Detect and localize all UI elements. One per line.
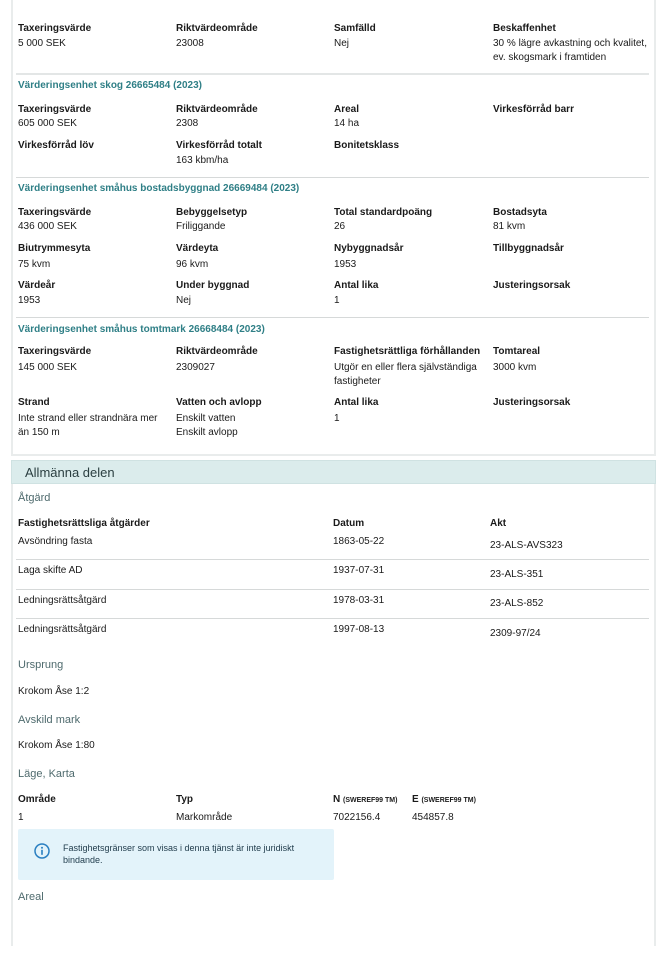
field-value: Utgör en eller flera självständiga fastigheter bbox=[334, 362, 477, 387]
field-label: Taxeringsvärde bbox=[18, 104, 92, 115]
field-label: Antal lika bbox=[334, 280, 379, 291]
table-cell: 1978-03-31 bbox=[333, 595, 385, 606]
field-value: Nej bbox=[334, 38, 350, 49]
field-label: Riktvärdeområde bbox=[176, 23, 258, 34]
field-value: 605 000 SEK bbox=[18, 118, 77, 129]
field-label: Bebyggelsetyp bbox=[176, 207, 248, 218]
table-cell: 1997-08-13 bbox=[333, 624, 385, 635]
table-cell: 1 bbox=[18, 812, 24, 823]
table-header: Typ bbox=[176, 794, 194, 805]
field-value: 5 000 SEK bbox=[18, 38, 66, 49]
field-value: 2309027 bbox=[176, 362, 215, 373]
field-value: Nej bbox=[176, 295, 192, 306]
section-title-tomt: Värderingsenhet småhus tomtmark 26668484 (2023) bbox=[18, 324, 265, 335]
field-value: 1 bbox=[334, 413, 340, 424]
table-cell: Avsöndring fasta bbox=[18, 536, 93, 547]
subsection-title-avskild: Avskild mark bbox=[18, 714, 81, 726]
field-label: Total standardpoäng bbox=[334, 207, 433, 218]
field-value: Enskilt vatten bbox=[176, 413, 236, 424]
field-label: Virkesförråd totalt bbox=[176, 140, 262, 151]
table-cell: Laga skifte AD bbox=[18, 565, 83, 576]
table-cell: 1937-07-31 bbox=[333, 565, 385, 576]
info-notice bbox=[18, 829, 334, 880]
table-cell: Ledningsrättsåtgärd bbox=[18, 595, 107, 606]
n-label: N bbox=[333, 794, 341, 805]
table-header: Område bbox=[18, 794, 56, 805]
table-cell: 23-ALS-852 bbox=[490, 598, 544, 609]
field-label: Tomtareal bbox=[493, 346, 541, 357]
table-header: Fastighetsrättsliga åtgärder bbox=[18, 518, 150, 529]
divider bbox=[16, 73, 649, 75]
e-system: (SWEREF99 TM) bbox=[421, 797, 476, 804]
field-label: Taxeringsvärde bbox=[18, 207, 92, 218]
field-label: Beskaffenhet bbox=[493, 23, 556, 34]
table-cell: 2309-97/24 bbox=[490, 628, 541, 639]
field-label: Virkesförråd barr bbox=[493, 104, 574, 115]
field-label: Samfälld bbox=[334, 23, 376, 34]
subsection-title-lage: Läge, Karta bbox=[18, 768, 75, 780]
divider bbox=[16, 618, 649, 619]
field-label: Bostadsyta bbox=[493, 207, 547, 218]
field-value: 81 kvm bbox=[493, 221, 526, 232]
n-system: (SWEREF99 TM) bbox=[343, 797, 398, 804]
table-cell: Markområde bbox=[176, 812, 233, 823]
field-value: 1 bbox=[334, 295, 340, 306]
field-value: 436 000 SEK bbox=[18, 221, 77, 232]
field-label: Taxeringsvärde bbox=[18, 23, 92, 34]
field-value: 3000 kvm bbox=[493, 362, 537, 373]
table-cell: 1863-05-22 bbox=[333, 536, 385, 547]
subsection-title-atgard: Åtgärd bbox=[18, 492, 51, 504]
divider bbox=[16, 317, 649, 318]
field-value: 23008 bbox=[176, 38, 204, 49]
field-label: Strand bbox=[18, 397, 50, 408]
field-value: 1953 bbox=[18, 295, 41, 306]
field-label: Antal lika bbox=[334, 397, 379, 408]
field-value: Inte strand eller strandnära mer än 150 m bbox=[18, 413, 158, 438]
ursprung-value: Krokom Åse 1:2 bbox=[18, 686, 90, 697]
section-heading: Allmänna delen bbox=[25, 465, 115, 480]
field-label: Fastighetsrättliga förhållanden bbox=[334, 346, 481, 357]
table-header-n bbox=[333, 794, 397, 805]
divider bbox=[16, 589, 649, 590]
table-cell: 7022156.4 bbox=[333, 812, 381, 823]
section-title-bostad: Värderingsenhet småhus bostadsbyggnad 26669484 (2023) bbox=[18, 183, 300, 194]
field-label: Biutrymmesyta bbox=[18, 243, 91, 254]
field-value: 145 000 SEK bbox=[18, 362, 77, 373]
avskild-value: Krokom Åse 1:80 bbox=[18, 740, 95, 751]
table-cell: 23-ALS-351 bbox=[490, 569, 544, 580]
field-value: Enskilt avlopp bbox=[176, 427, 238, 438]
field-value: 30 % lägre avkastning och kvalitet, ev. skogsmark i framtiden bbox=[493, 38, 647, 63]
field-label: Riktvärdeområde bbox=[176, 346, 258, 357]
table-cell: Ledningsrättsåtgärd bbox=[18, 624, 107, 635]
field-label: Nybyggnadsår bbox=[334, 243, 404, 254]
field-label: Vatten och avlopp bbox=[176, 397, 262, 408]
field-label: Tillbyggnadsår bbox=[493, 243, 564, 254]
info-icon bbox=[34, 843, 50, 859]
field-label: Värdeyta bbox=[176, 243, 219, 254]
field-label: Areal bbox=[334, 104, 360, 115]
field-value: 2308 bbox=[176, 118, 199, 129]
info-text: Fastighetsgränser som visas i denna tjänst är inte juridiskt bindande. bbox=[63, 843, 295, 865]
table-cell: 454857.8 bbox=[412, 812, 454, 823]
field-value: 75 kvm bbox=[18, 259, 51, 270]
table-cell: 23-ALS-AVS323 bbox=[490, 540, 563, 551]
field-label: Värdeår bbox=[18, 280, 56, 291]
field-label: Justeringsorsak bbox=[493, 280, 571, 291]
e-label: E bbox=[412, 794, 419, 805]
field-value: 14 ha bbox=[334, 118, 360, 129]
field-label: Riktvärdeområde bbox=[176, 104, 258, 115]
field-label: Bonitetsklass bbox=[334, 140, 400, 151]
table-header: Datum bbox=[333, 518, 365, 529]
field-value: 96 kvm bbox=[176, 259, 209, 270]
subsection-title-areal: Areal bbox=[18, 891, 44, 903]
divider bbox=[16, 559, 649, 560]
field-value: 1953 bbox=[334, 259, 357, 270]
field-value: 26 bbox=[334, 221, 346, 232]
field-label: Taxeringsvärde bbox=[18, 346, 92, 357]
section-title-skog: Värderingsenhet skog 26665484 (2023) bbox=[18, 80, 202, 91]
table-header-e bbox=[412, 794, 476, 805]
field-label: Justeringsorsak bbox=[493, 397, 571, 408]
table-header: Akt bbox=[490, 518, 507, 529]
field-label: Virkesförråd löv bbox=[18, 140, 94, 151]
field-label: Under byggnad bbox=[176, 280, 250, 291]
section-header-allmanna[interactable] bbox=[11, 460, 656, 484]
field-value: Friliggande bbox=[176, 221, 226, 232]
divider bbox=[16, 177, 649, 178]
subsection-title-ursprung: Ursprung bbox=[18, 659, 64, 671]
field-value: 163 kbm/ha bbox=[176, 155, 229, 166]
